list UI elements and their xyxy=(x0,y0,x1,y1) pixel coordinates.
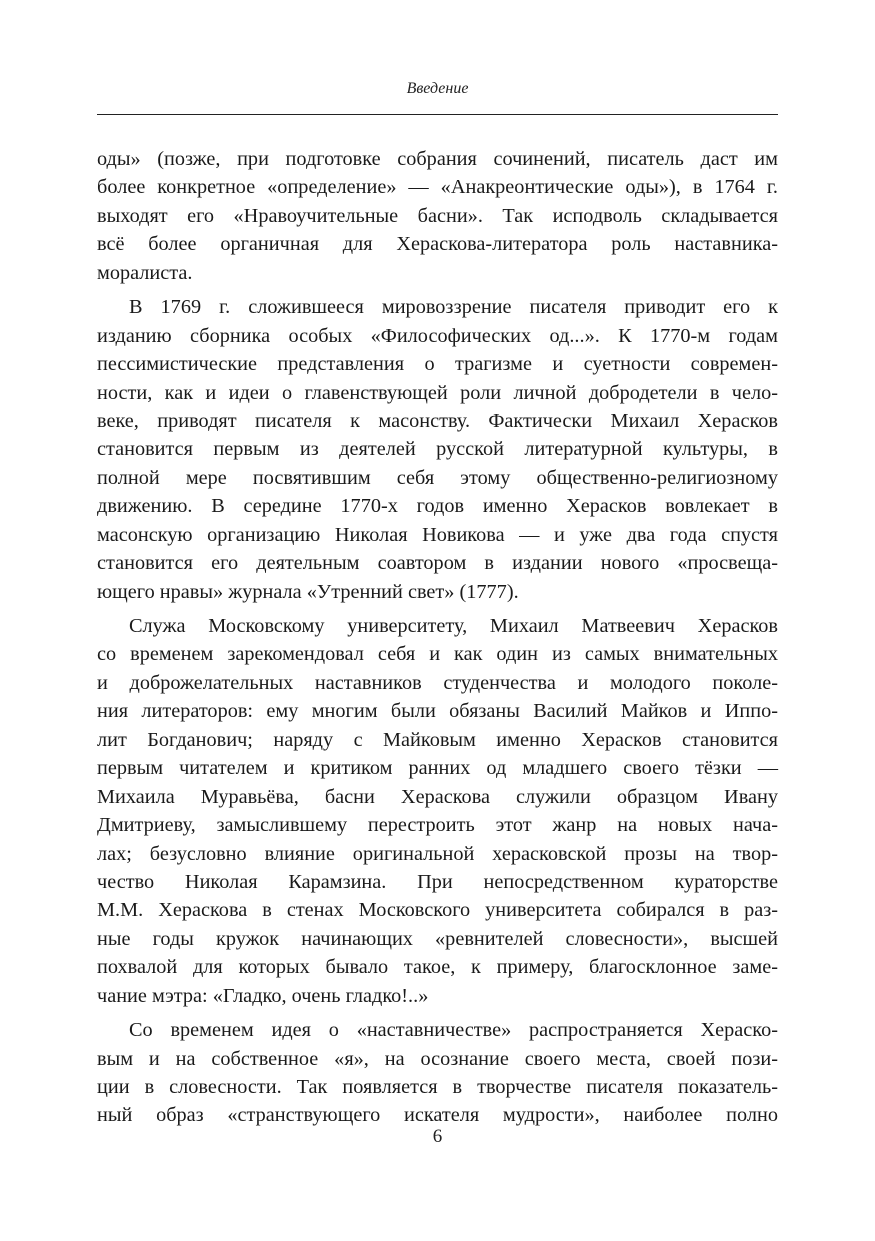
text-line: Служа Московскому университету, Михаил Матвеевич Херасков xyxy=(129,615,778,637)
text-line: лит Богданович; наряду с Майковым именно Херасков становится xyxy=(97,728,778,751)
text-line: Дмитриеву, замыслившему перестроить этот жанр на новых нача- xyxy=(97,814,778,837)
text-line: и доброжелательных наставников студенчества и молодого поколе- xyxy=(97,671,778,694)
text-line: оды» (позже, при подготовке собрания сочинений, писатель даст им xyxy=(97,148,778,170)
text-line: Михаила Муравьёва, басни Хераскова служили образцом Ивану xyxy=(97,785,778,808)
text-line: пессимистические представления о трагизме и суетности современ- xyxy=(97,353,778,376)
text-line: ющего нравы» журнала «Утренний свет» (1777). xyxy=(97,580,519,603)
running-head: Введение xyxy=(406,80,469,97)
text-line: ния литераторов: ему многим были обязаны Василий Майков и Иппо- xyxy=(97,700,778,723)
text-line: ности, как и идеи о главенствующей роли личной добродетели в чело- xyxy=(97,381,778,404)
text-line: становится его деятельным соавтором в издании нового «просвеща- xyxy=(97,552,778,575)
text-line: ный образ «странствующего искателя мудрости», наиболее полно xyxy=(97,1104,778,1127)
header-rule xyxy=(97,114,778,115)
text-line: всё более органичная для Хераскова-литератора роль наставника- xyxy=(97,233,778,256)
text-line: масонскую организацию Николая Новикова — и уже два года спустя xyxy=(97,523,778,546)
text-line: моралиста. xyxy=(97,261,193,284)
text-line: со временем зарекомендовал себя и как один из самых внимательных xyxy=(97,643,778,666)
text-line: похвалой для которых бывало такое, к примеру, благосклонное заме- xyxy=(97,956,778,979)
text-line: Со временем идея о «наставничестве» распространяется Хераско- xyxy=(129,1019,778,1042)
paragraph-2 xyxy=(97,293,778,606)
text-line: ные годы кружок начинающих «ревнителей словесности», высшей xyxy=(97,927,778,950)
text-line: вым и на собственное «я», на осознание своего места, своей пози- xyxy=(97,1047,778,1070)
text-line: полной мере посвятившим себя этому общественно-религиозному xyxy=(97,466,778,489)
paragraph-1 xyxy=(97,145,778,287)
text-line: более конкретное «определение» — «Анакреонтические оды»), в 1764 г. xyxy=(97,176,778,199)
text-line: первым читателем и критиком ранних од младшего своего тёзки — xyxy=(97,757,778,780)
text-line: М.М. Хераскова в стенах Московского университета собирался в раз- xyxy=(97,899,778,922)
paragraph-4 xyxy=(97,1016,778,1130)
text-line: веке, приводят писателя к масонству. Фактически Михаил Херасков xyxy=(97,409,778,432)
text-line: ции в словесности. Так появляется в творчестве писателя показатель- xyxy=(97,1076,778,1098)
body-text xyxy=(97,145,778,1130)
text-line: становится первым из деятелей русской литературной культуры, в xyxy=(97,438,778,461)
text-line: чание мэтра: «Гладко, очень гладко!..» xyxy=(97,984,429,1007)
page-number: 6 xyxy=(432,1126,443,1147)
text-line: движению. В середине 1770-х годов именно Херасков вовлекает в xyxy=(97,495,778,518)
paragraph-3 xyxy=(97,612,778,1010)
text-line: изданию сборника особых «Философических од...». К 1770-м годам xyxy=(97,324,778,347)
text-line: лах; безусловно влияние оригинальной херасковской прозы на твор- xyxy=(97,842,778,865)
text-line: В 1769 г. сложившееся мировоззрение писателя приводит его к xyxy=(129,296,778,319)
text-line: выходят его «Нравоучительные басни». Так исподволь складывается xyxy=(97,204,778,227)
text-line: чество Николая Карамзина. При непосредственном кураторстве xyxy=(97,870,778,893)
